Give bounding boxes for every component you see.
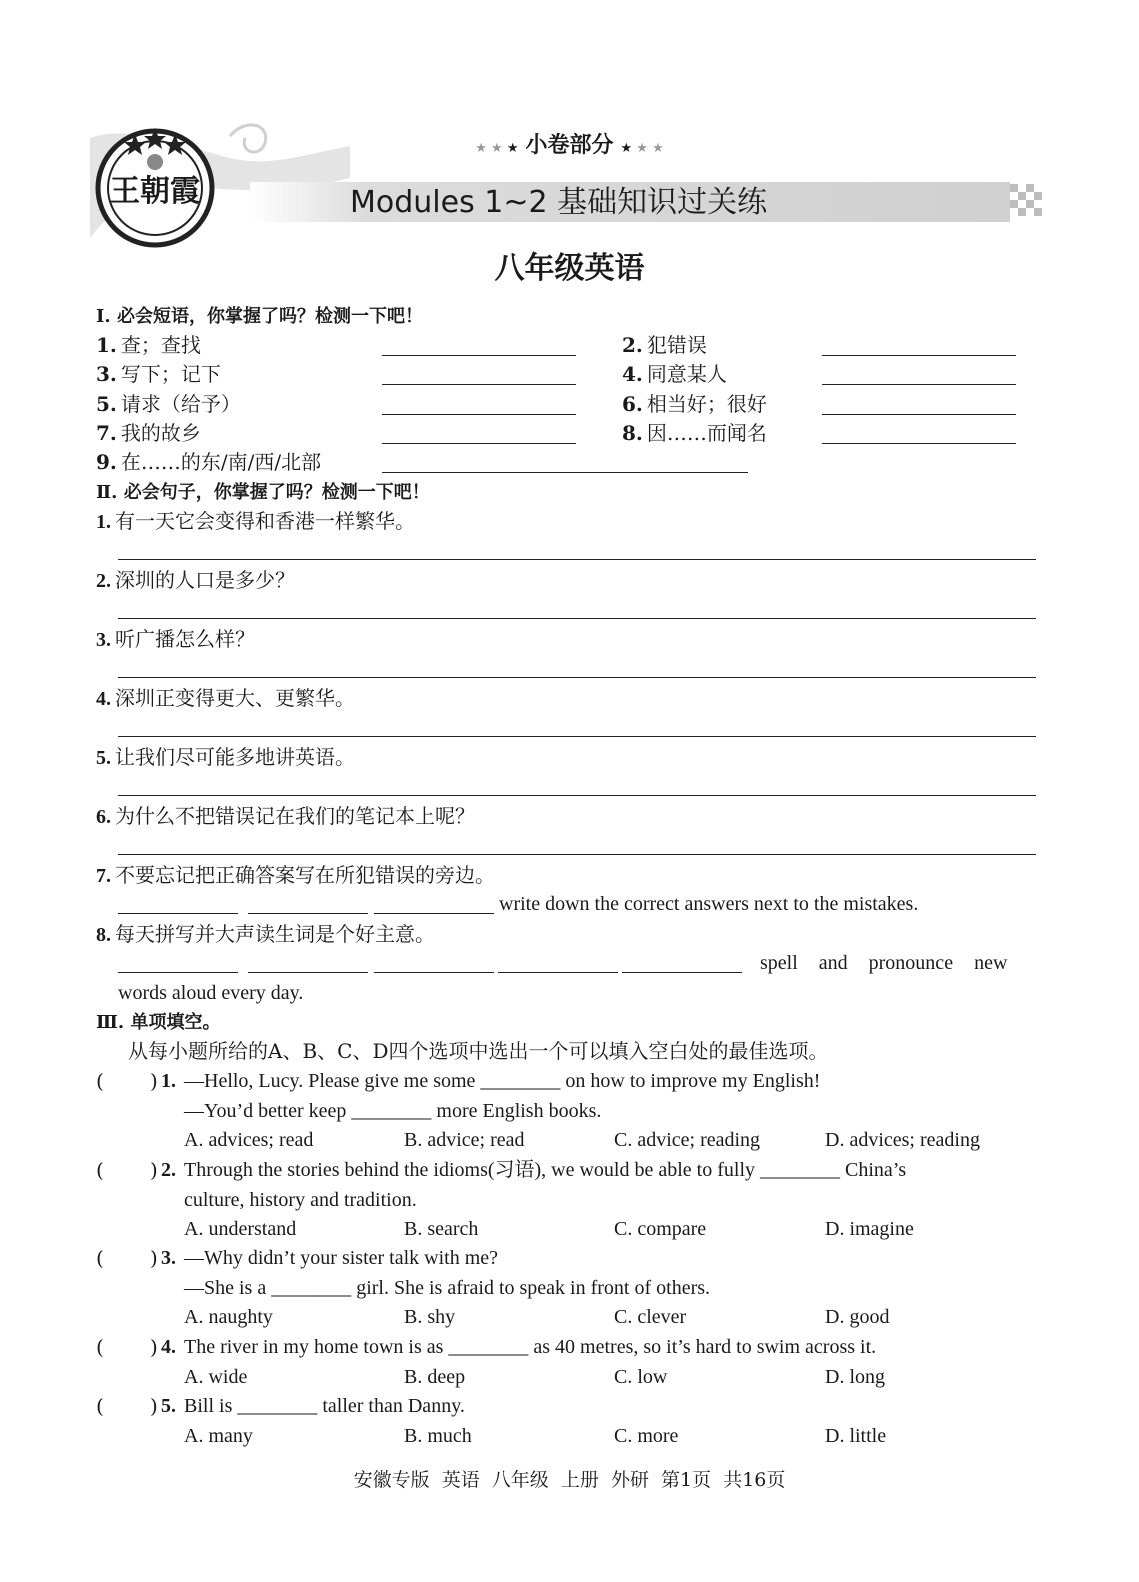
phrase-text: 犯错误 bbox=[646, 333, 707, 357]
option[interactable]: A. advices; read bbox=[184, 1129, 314, 1151]
phrase-item bbox=[622, 421, 767, 445]
answer-blank[interactable] bbox=[822, 414, 1016, 415]
item-number: 6. bbox=[96, 806, 111, 828]
option[interactable]: D. good bbox=[825, 1306, 890, 1328]
question-number: 2. bbox=[161, 1159, 176, 1181]
item-number: 7. bbox=[96, 865, 111, 887]
sentence-text: 有一天它会变得和香港一样繁华。 bbox=[115, 509, 415, 533]
question-number: 1. bbox=[161, 1070, 176, 1092]
phrase-item bbox=[622, 333, 707, 357]
phrase-item bbox=[96, 392, 241, 416]
item-number: 4. bbox=[96, 688, 111, 710]
answer-line[interactable] bbox=[118, 618, 1036, 619]
star-icon: ★ bbox=[620, 141, 633, 156]
sentence-item bbox=[96, 922, 435, 947]
option[interactable]: A. understand bbox=[184, 1218, 297, 1240]
logo-text: 王朝霞 bbox=[110, 174, 200, 209]
option[interactable]: C. low bbox=[614, 1365, 668, 1388]
option[interactable]: B. advice; read bbox=[404, 1129, 525, 1151]
small-title: 小卷部分 bbox=[525, 132, 614, 158]
sentence-text: 让我们尽可能多地讲英语。 bbox=[115, 745, 355, 769]
option[interactable]: B. search bbox=[404, 1218, 479, 1240]
phrase-text: 在……的东/南/西/北部 bbox=[120, 450, 322, 474]
item-number: 5. bbox=[96, 747, 111, 769]
answer-blank[interactable] bbox=[248, 913, 368, 914]
answer-line[interactable] bbox=[118, 677, 1036, 678]
page-title: Modules 1~2 基础知识过关练 bbox=[350, 185, 768, 220]
item-number: 3. bbox=[96, 362, 117, 386]
answer-paren-left[interactable]: ( bbox=[96, 1069, 104, 1093]
phrase-text: 请求（给予） bbox=[120, 392, 241, 416]
option[interactable]: B. much bbox=[404, 1424, 472, 1447]
question-text: —You’d better keep ________ more English books. bbox=[184, 1099, 602, 1122]
section3-instruction: 从每小题所给的A、B、C、D四个选项中选出一个可以填入空白处的最佳选项。 bbox=[128, 1039, 829, 1063]
option[interactable]: C. more bbox=[614, 1424, 679, 1447]
sentence-text: 深圳正变得更大、更繁华。 bbox=[115, 686, 355, 710]
answer-blank[interactable] bbox=[498, 972, 618, 973]
option[interactable]: C. compare bbox=[614, 1218, 707, 1240]
question-text: —She is a ________ girl. She is afraid to speak in front of others. bbox=[184, 1276, 711, 1299]
answer-blank[interactable] bbox=[382, 472, 748, 473]
sentence-item bbox=[96, 568, 295, 593]
phrase-item bbox=[96, 362, 221, 386]
answer-line[interactable] bbox=[118, 854, 1036, 855]
item-number: 1. bbox=[96, 511, 111, 533]
question-text: —Hello, Lucy. Please give me some ________ on how to improve my English! bbox=[184, 1070, 821, 1092]
star-icon: ★ ★ bbox=[475, 141, 507, 156]
sentence-text: 听广播怎么样？ bbox=[115, 627, 255, 651]
answer-paren-left[interactable]: ( bbox=[96, 1335, 104, 1359]
item-number: 2. bbox=[96, 570, 111, 592]
phrase-text: 查；查找 bbox=[120, 333, 201, 357]
option[interactable]: D. long bbox=[825, 1365, 885, 1388]
option[interactable]: D. little bbox=[825, 1424, 887, 1447]
question-number: 4. bbox=[161, 1336, 176, 1358]
question-text: culture, history and tradition. bbox=[184, 1188, 417, 1211]
sentence-text: 为什么不把错误记在我们的笔记本上呢？ bbox=[115, 804, 475, 828]
question-number: 3. bbox=[161, 1247, 176, 1269]
phrase-text: 相当好；很好 bbox=[646, 392, 767, 416]
answer-paren-right: ) bbox=[150, 1335, 158, 1359]
answer-line[interactable] bbox=[118, 559, 1036, 560]
answer-blank[interactable] bbox=[382, 443, 576, 444]
sentence-item bbox=[96, 745, 355, 770]
page-footer: 安徽专版 英语 八年级 上册 外研 第1页 共16页 bbox=[353, 1469, 786, 1491]
answer-blank[interactable] bbox=[382, 384, 576, 385]
option[interactable]: D. imagine bbox=[825, 1218, 914, 1240]
option[interactable]: A. naughty bbox=[184, 1306, 273, 1328]
phrase-item bbox=[622, 392, 767, 416]
item-number: 3. bbox=[96, 629, 111, 651]
answer-line[interactable] bbox=[118, 795, 1036, 796]
section2-heading: Ⅱ. 必会句子，你掌握了吗？检测一下吧！ bbox=[96, 482, 430, 503]
item-number: 2. bbox=[622, 333, 643, 357]
answer-blank[interactable] bbox=[382, 355, 576, 356]
answer-blank[interactable] bbox=[822, 443, 1016, 444]
item-number: 8. bbox=[622, 421, 643, 445]
item-number: 6. bbox=[622, 392, 643, 416]
sentence-item bbox=[96, 509, 415, 534]
answer-paren-left[interactable]: ( bbox=[96, 1394, 104, 1418]
question-text: The river in my home town is as ________ as 40 metres, so it’s hard to swim across it. bbox=[184, 1336, 877, 1358]
english-text: spell and pronounce new bbox=[760, 952, 1008, 974]
sentence-item bbox=[96, 627, 255, 652]
answer-blank[interactable] bbox=[822, 355, 1016, 356]
option[interactable]: D. advices; reading bbox=[825, 1129, 980, 1151]
item-number: 7. bbox=[96, 421, 117, 445]
option[interactable]: C. advice; reading bbox=[614, 1129, 761, 1151]
subtitle: 八年级英语 bbox=[494, 251, 645, 286]
answer-paren-right: ) bbox=[150, 1246, 158, 1270]
english-text: write down the correct answers next to the mistakes. bbox=[499, 893, 919, 915]
sentence-text: 每天拼写并大声读生词是个好主意。 bbox=[115, 922, 435, 946]
option[interactable]: C. clever bbox=[614, 1306, 687, 1328]
section3-heading: Ⅲ. 单项填空。 bbox=[96, 1012, 221, 1033]
answer-paren-left[interactable]: ( bbox=[96, 1246, 104, 1270]
question-text: —Why didn’t your sister talk with me? bbox=[184, 1247, 499, 1269]
answer-paren-right: ) bbox=[150, 1158, 158, 1182]
sentence-item bbox=[96, 686, 355, 711]
item-number: 9. bbox=[96, 450, 117, 474]
phrase-text: 同意某人 bbox=[646, 362, 727, 386]
item-number: 5. bbox=[96, 392, 117, 416]
question-text: Through the stories behind the idioms(习语), we would be able to fully ________ China’s bbox=[184, 1159, 907, 1181]
option[interactable]: A. wide bbox=[184, 1365, 248, 1388]
phrase-item bbox=[96, 333, 201, 357]
answer-blank[interactable] bbox=[248, 972, 368, 973]
item-number: 1. bbox=[96, 333, 117, 357]
phrase-item bbox=[622, 362, 727, 386]
sentence-item bbox=[96, 804, 475, 829]
answer-blank[interactable] bbox=[382, 414, 576, 415]
answer-blank[interactable] bbox=[822, 384, 1016, 385]
sentence-item bbox=[96, 863, 495, 888]
phrase-text: 我的故乡 bbox=[120, 421, 201, 445]
answer-blank[interactable] bbox=[118, 913, 238, 914]
question-number: 5. bbox=[161, 1395, 176, 1417]
sentence-text: 不要忘记把正确答案写在所犯错误的旁边。 bbox=[115, 863, 495, 887]
answer-blank[interactable] bbox=[374, 972, 494, 973]
phrase-text: 因……而闻名 bbox=[646, 421, 767, 445]
section1-heading: Ⅰ. 必会短语，你掌握了吗？检测一下吧！ bbox=[96, 306, 423, 327]
answer-line[interactable] bbox=[118, 736, 1036, 737]
phrase-item bbox=[96, 421, 201, 445]
sentence-text: 深圳的人口是多少？ bbox=[115, 568, 295, 592]
phrase-item bbox=[96, 450, 321, 474]
question-text: Bill is ________ taller than Danny. bbox=[184, 1395, 465, 1417]
answer-paren-right: ) bbox=[150, 1069, 158, 1093]
option[interactable]: B. deep bbox=[404, 1365, 466, 1388]
option[interactable]: A. many bbox=[184, 1424, 253, 1447]
answer-paren-right: ) bbox=[150, 1394, 158, 1418]
option[interactable]: B. shy bbox=[404, 1306, 456, 1328]
phrase-text: 写下；记下 bbox=[120, 362, 221, 386]
answer-paren-left[interactable]: ( bbox=[96, 1158, 104, 1182]
star-icon: ★ bbox=[506, 141, 519, 156]
small-title-row bbox=[0, 128, 1139, 159]
answer-blank[interactable] bbox=[118, 972, 238, 973]
item-number: 8. bbox=[96, 924, 111, 946]
item-number: 4. bbox=[622, 362, 643, 386]
english-text: words aloud every day. bbox=[118, 982, 304, 1004]
star-icon: ★ ★ bbox=[632, 141, 664, 156]
answer-blank[interactable] bbox=[374, 913, 494, 914]
answer-blank[interactable] bbox=[622, 972, 742, 973]
